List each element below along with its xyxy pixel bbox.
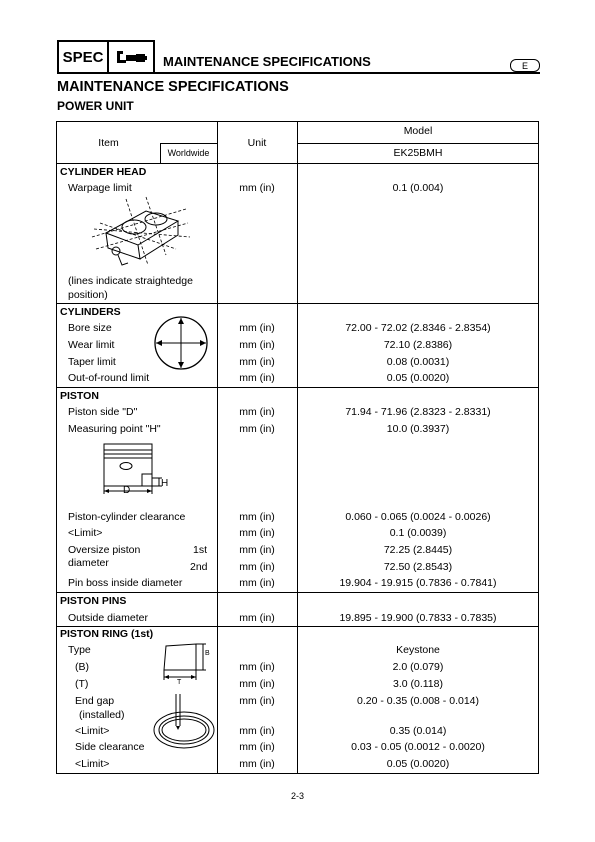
end-gap-installed-label: (installed) xyxy=(79,709,125,721)
worldwide-top-rule xyxy=(160,143,218,144)
piston-h-label: H xyxy=(161,478,169,489)
end-gap-value: 0.20 - 0.35 (0.008 - 0.014) xyxy=(357,695,479,707)
wear-value: 72.10 (2.8386) xyxy=(383,339,453,351)
wear-unit: mm (in) xyxy=(239,339,275,351)
piston-side-value: 71.94 - 71.96 (2.8323 - 2.8331) xyxy=(345,406,491,418)
measuring-point-value: 10.0 (0.3937) xyxy=(386,423,450,435)
straightedge-note-line2: position) xyxy=(68,289,108,301)
cylinder-head-rule xyxy=(56,303,539,304)
pin-boss-label: Pin boss inside diameter xyxy=(68,577,183,589)
oversize-1st-value: 72.25 (2.8445) xyxy=(383,544,453,556)
ring-t-label: T xyxy=(177,679,182,686)
bore-label: Bore size xyxy=(68,322,112,334)
pin-outside-unit: mm (in) xyxy=(239,612,275,624)
section-piston: PISTON xyxy=(60,390,99,402)
measuring-point-label: Measuring point "H" xyxy=(68,423,161,435)
item-header: Item xyxy=(98,137,119,149)
out-of-round-value: 0.05 (0.0020) xyxy=(386,372,450,384)
col-divider-item-unit xyxy=(217,121,218,774)
pin-boss-value: 19.904 - 19.915 (0.7836 - 0.7841) xyxy=(339,577,497,589)
page-number: 2-3 xyxy=(290,791,304,801)
header-rule-bottom xyxy=(56,163,539,164)
ring-t-row-label: (T) xyxy=(75,678,89,690)
col-divider-unit-value xyxy=(297,121,298,774)
page-title: MAINTENANCE SPECIFICATIONS xyxy=(57,79,289,95)
micrometer-icon-box xyxy=(109,40,155,74)
ring-type-value: Keystone xyxy=(396,644,440,656)
oversize-label: Oversize piston xyxy=(68,544,141,556)
oversize-2nd-tag: 2nd xyxy=(190,561,208,573)
oversize-1st-tag: 1st xyxy=(193,544,208,556)
piston-figure xyxy=(98,440,172,500)
piston-clearance-limit-value: 0.1 (0.0039) xyxy=(389,527,447,539)
section-cylinders: CYLINDERS xyxy=(60,306,121,318)
side-clearance-limit-unit: mm (in) xyxy=(239,758,275,770)
section-title: MAINTENANCE SPECIFICATIONS xyxy=(163,54,371,69)
pin-boss-unit: mm (in) xyxy=(239,577,275,589)
straightedge-note-line1: (lines indicate straightedge xyxy=(68,275,193,287)
oversize-diameter-label: diameter xyxy=(68,557,109,569)
bore-value: 72.00 - 72.02 (2.8346 - 2.8354) xyxy=(345,322,491,334)
end-gap-limit-label: <Limit> xyxy=(75,725,110,737)
model-name: EK25BMH xyxy=(393,147,443,159)
measuring-point-unit: mm (in) xyxy=(239,423,275,435)
piston-clearance-limit-label: <Limit> xyxy=(68,527,103,539)
cylinder-bore-figure xyxy=(152,314,210,372)
wear-label: Wear limit xyxy=(68,339,115,351)
unit-header: Unit xyxy=(247,137,267,149)
ring-b-unit: mm (in) xyxy=(239,661,275,673)
taper-unit: mm (in) xyxy=(239,356,275,368)
side-clearance-value: 0.03 - 0.05 (0.0012 - 0.0020) xyxy=(351,741,485,753)
worldwide-label: Worldwide xyxy=(167,148,210,158)
ring-b-row-label: (B) xyxy=(75,661,89,673)
end-gap-unit: mm (in) xyxy=(239,695,275,707)
ring-t-value: 3.0 (0.118) xyxy=(392,678,443,690)
piston-side-label: Piston side "D" xyxy=(68,406,138,418)
cylinders-rule xyxy=(56,387,539,388)
side-clearance-unit: mm (in) xyxy=(239,741,275,753)
warpage-label: Warpage limit xyxy=(68,182,132,194)
side-clearance-limit-label: <Limit> xyxy=(75,758,110,770)
piston-clearance-label: Piston-cylinder clearance xyxy=(68,511,186,523)
end-gap-limit-unit: mm (in) xyxy=(239,725,275,737)
header-rule xyxy=(155,72,540,74)
pin-outside-label: Outside diameter xyxy=(68,612,148,624)
taper-label: Taper limit xyxy=(68,356,116,368)
piston-d-label: D xyxy=(123,485,131,496)
section-subtitle: POWER UNIT xyxy=(57,99,134,113)
end-gap-label: End gap xyxy=(75,695,115,707)
ring-b-value: 2.0 (0.079) xyxy=(392,661,444,673)
section-piston-pins: PISTON PINS xyxy=(60,595,127,607)
language-badge: E xyxy=(510,59,540,72)
warpage-unit: mm (in) xyxy=(239,182,275,194)
bore-unit: mm (in) xyxy=(239,322,275,334)
piston-clearance-unit: mm (in) xyxy=(239,511,275,523)
spec-label: SPEC xyxy=(62,48,104,66)
section-cylinder-head: CYLINDER HEAD xyxy=(60,166,147,178)
spec-label-box xyxy=(57,40,109,74)
out-of-round-label: Out-of-round limit xyxy=(68,372,150,384)
cylinder-head-warpage-figure xyxy=(86,193,194,273)
pin-outside-value: 19.895 - 19.900 (0.7833 - 0.7835) xyxy=(339,612,497,624)
oversize-1st-unit: mm (in) xyxy=(239,544,275,556)
ring-b-label: B xyxy=(205,650,210,657)
model-header: Model xyxy=(403,125,433,137)
taper-value: 0.08 (0.0031) xyxy=(386,356,450,368)
piston-side-unit: mm (in) xyxy=(239,406,275,418)
side-clearance-label: Side clearance xyxy=(75,741,145,753)
piston-clearance-value: 0.060 - 0.065 (0.0024 - 0.0026) xyxy=(345,511,491,523)
end-gap-limit-value: 0.35 (0.014) xyxy=(389,725,447,737)
ring-type-label: Type xyxy=(68,644,91,656)
oversize-2nd-value: 72.50 (2.8543) xyxy=(383,561,453,573)
out-of-round-unit: mm (in) xyxy=(239,372,275,384)
section-piston-ring: PISTON RING (1st) xyxy=(60,628,154,640)
piston-rule xyxy=(56,592,539,593)
ring-end-gap-figure xyxy=(150,692,216,752)
micrometer-icon xyxy=(114,47,148,67)
piston-pins-rule xyxy=(56,626,539,627)
piston-clearance-limit-unit: mm (in) xyxy=(239,527,275,539)
side-clearance-limit-value: 0.05 (0.0020) xyxy=(386,758,450,770)
ring-t-unit: mm (in) xyxy=(239,678,275,690)
model-rule xyxy=(297,143,539,144)
oversize-2nd-unit: mm (in) xyxy=(239,561,275,573)
warpage-value: 0.1 (0.004) xyxy=(392,182,444,194)
keystone-ring-figure xyxy=(158,640,216,688)
